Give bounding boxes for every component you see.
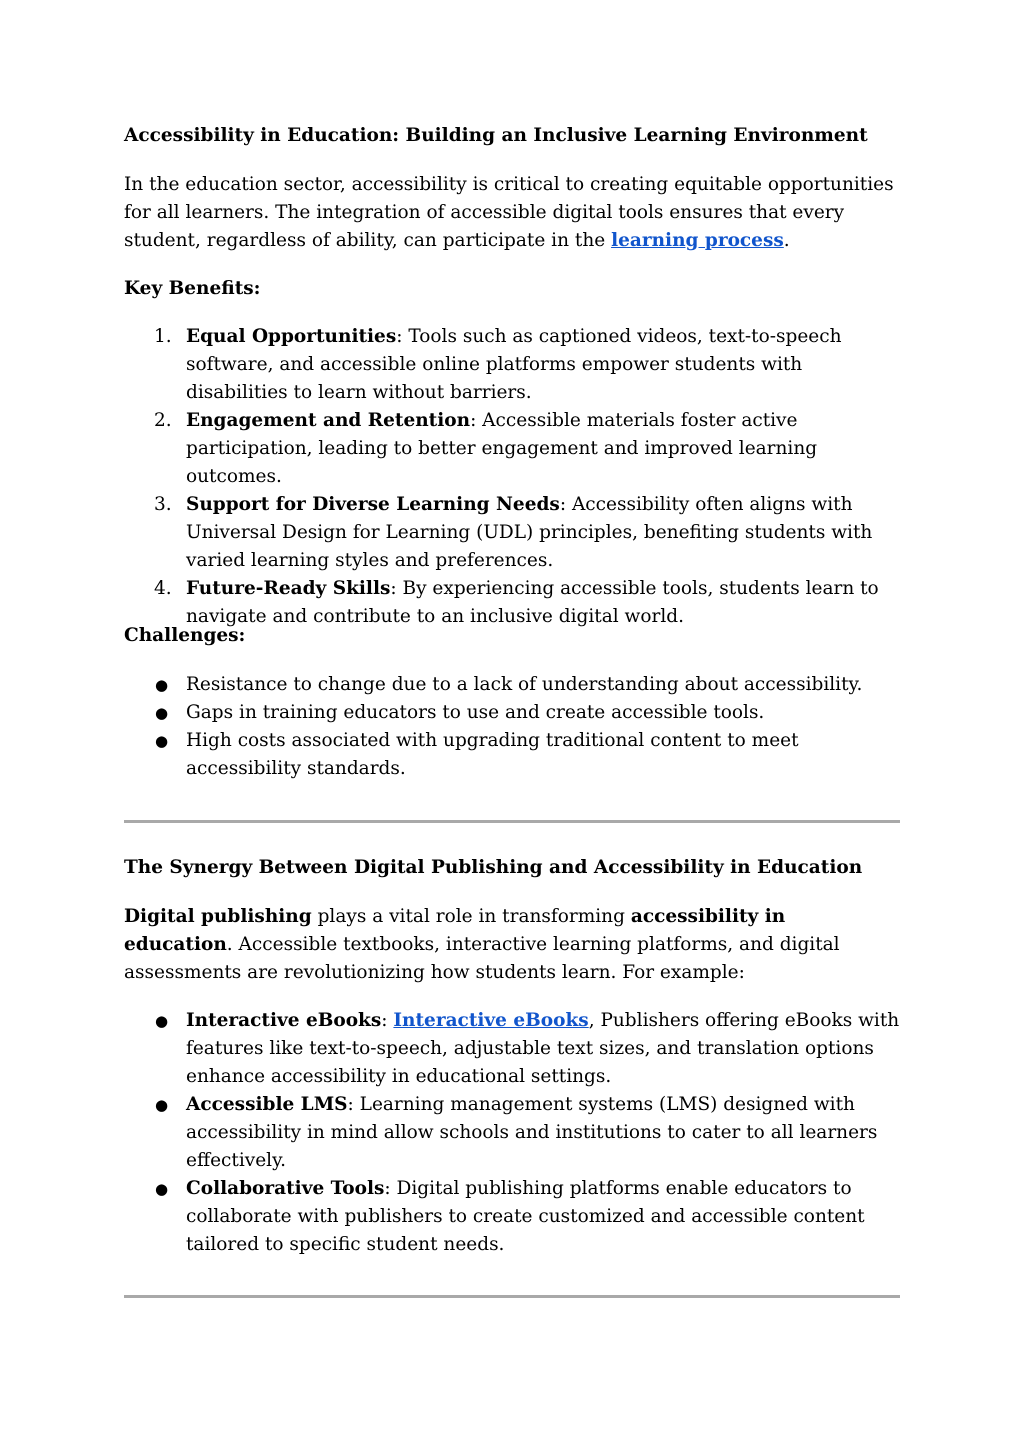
list-item [124,491,900,575]
section2-intro-rest: . Accessible textbooks, interactive learning platforms, and digital assessments are revolutionizing how students learn. For example: [124,934,840,983]
horizontal-divider [124,820,900,823]
list-number: 4. [154,578,172,599]
list-number: 3. [154,494,172,515]
examples-list [124,1007,900,1259]
bullet-icon: ● [155,676,169,694]
benefit-term: Support for Diverse Learning Needs [186,494,560,515]
list-item [124,323,900,407]
section2-intro-mid: plays a vital role in transforming [311,906,631,927]
example-text: , Publishers offering eBooks with features like text-to-speech, adjustable text sizes, and translation options enhance accessibility in educational settings. [186,1010,900,1087]
example-separator: : [381,1010,394,1031]
bullet-icon: ● [155,1096,169,1114]
example-text: : Learning management systems (LMS) designed with accessibility in mind allow schools and institutions to cater to all learners effectively. [186,1094,878,1171]
key-benefits-heading: Key Benefits: [124,278,261,299]
section1-intro-text: In the education sector, accessibility is critical to creating equitable opportunities for all learners. The integration of accessible digital tools ensures that every student, regardless of ability, can participate in the [124,174,894,251]
challenge-text: Resistance to change due to a lack of understanding about accessibility. [186,674,863,695]
section2-title: The Synergy Between Digital Publishing and Accessibility in Education [124,857,863,878]
list-item [124,1175,900,1259]
example-term: Collaborative Tools [186,1178,385,1199]
digital-publishing-term: Digital publishing [124,906,312,927]
challenges-heading: Challenges: [124,625,246,646]
bullet-icon: ● [155,1180,169,1198]
section1-intro [124,171,900,255]
benefit-text: : By experiencing accessible tools, students learn to navigate and contribute to an inclusive digital world. [186,578,879,627]
interactive-ebooks-link[interactable]: Interactive eBooks [393,1010,589,1031]
list-number: 2. [154,410,172,431]
benefit-term: Equal Opportunities [186,326,397,347]
example-term: Accessible LMS [186,1094,348,1115]
bullet-icon: ● [155,704,169,722]
list-item [124,699,900,727]
horizontal-divider [124,1295,900,1298]
challenge-text: Gaps in training educators to use and create accessible tools. [186,702,765,723]
benefit-text: : Accessibility often aligns with Universal Design for Learning (UDL) principles, benefiting students with varied learning styles and preferences. [186,494,873,571]
key-benefits-list [124,323,900,631]
challenges-list [124,671,900,783]
benefit-term: Future-Ready Skills [186,578,391,599]
example-term: Interactive eBooks [186,1010,382,1031]
benefit-term: Engagement and Retention [186,410,471,431]
list-item [124,727,900,783]
list-item [124,407,900,491]
accessibility-in-education-term: accessibility in education [124,906,786,955]
section2-intro [124,903,900,987]
list-item [124,671,900,699]
learning-process-link[interactable]: learning process [611,230,784,251]
list-item [124,1007,900,1091]
list-item [124,1091,900,1175]
list-number: 1. [154,326,172,347]
challenge-text: High costs associated with upgrading traditional content to meet accessibility standards. [186,730,799,779]
example-text: : Digital publishing platforms enable educators to collaborate with publishers to create customized and accessible content tailored to specific student needs. [186,1178,865,1255]
benefit-text: : Tools such as captioned videos, text-to-speech software, and accessible online platforms empower students with disabilities to learn without barriers. [186,326,842,403]
benefit-text: : Accessible materials foster active participation, leading to better engagement and improved learning outcomes. [186,410,818,487]
bullet-icon: ● [155,732,169,750]
bullet-icon: ● [155,1012,169,1030]
section1-title: Accessibility in Education: Building an Inclusive Learning Environment [124,125,868,146]
section1-intro-end: . [783,230,790,251]
